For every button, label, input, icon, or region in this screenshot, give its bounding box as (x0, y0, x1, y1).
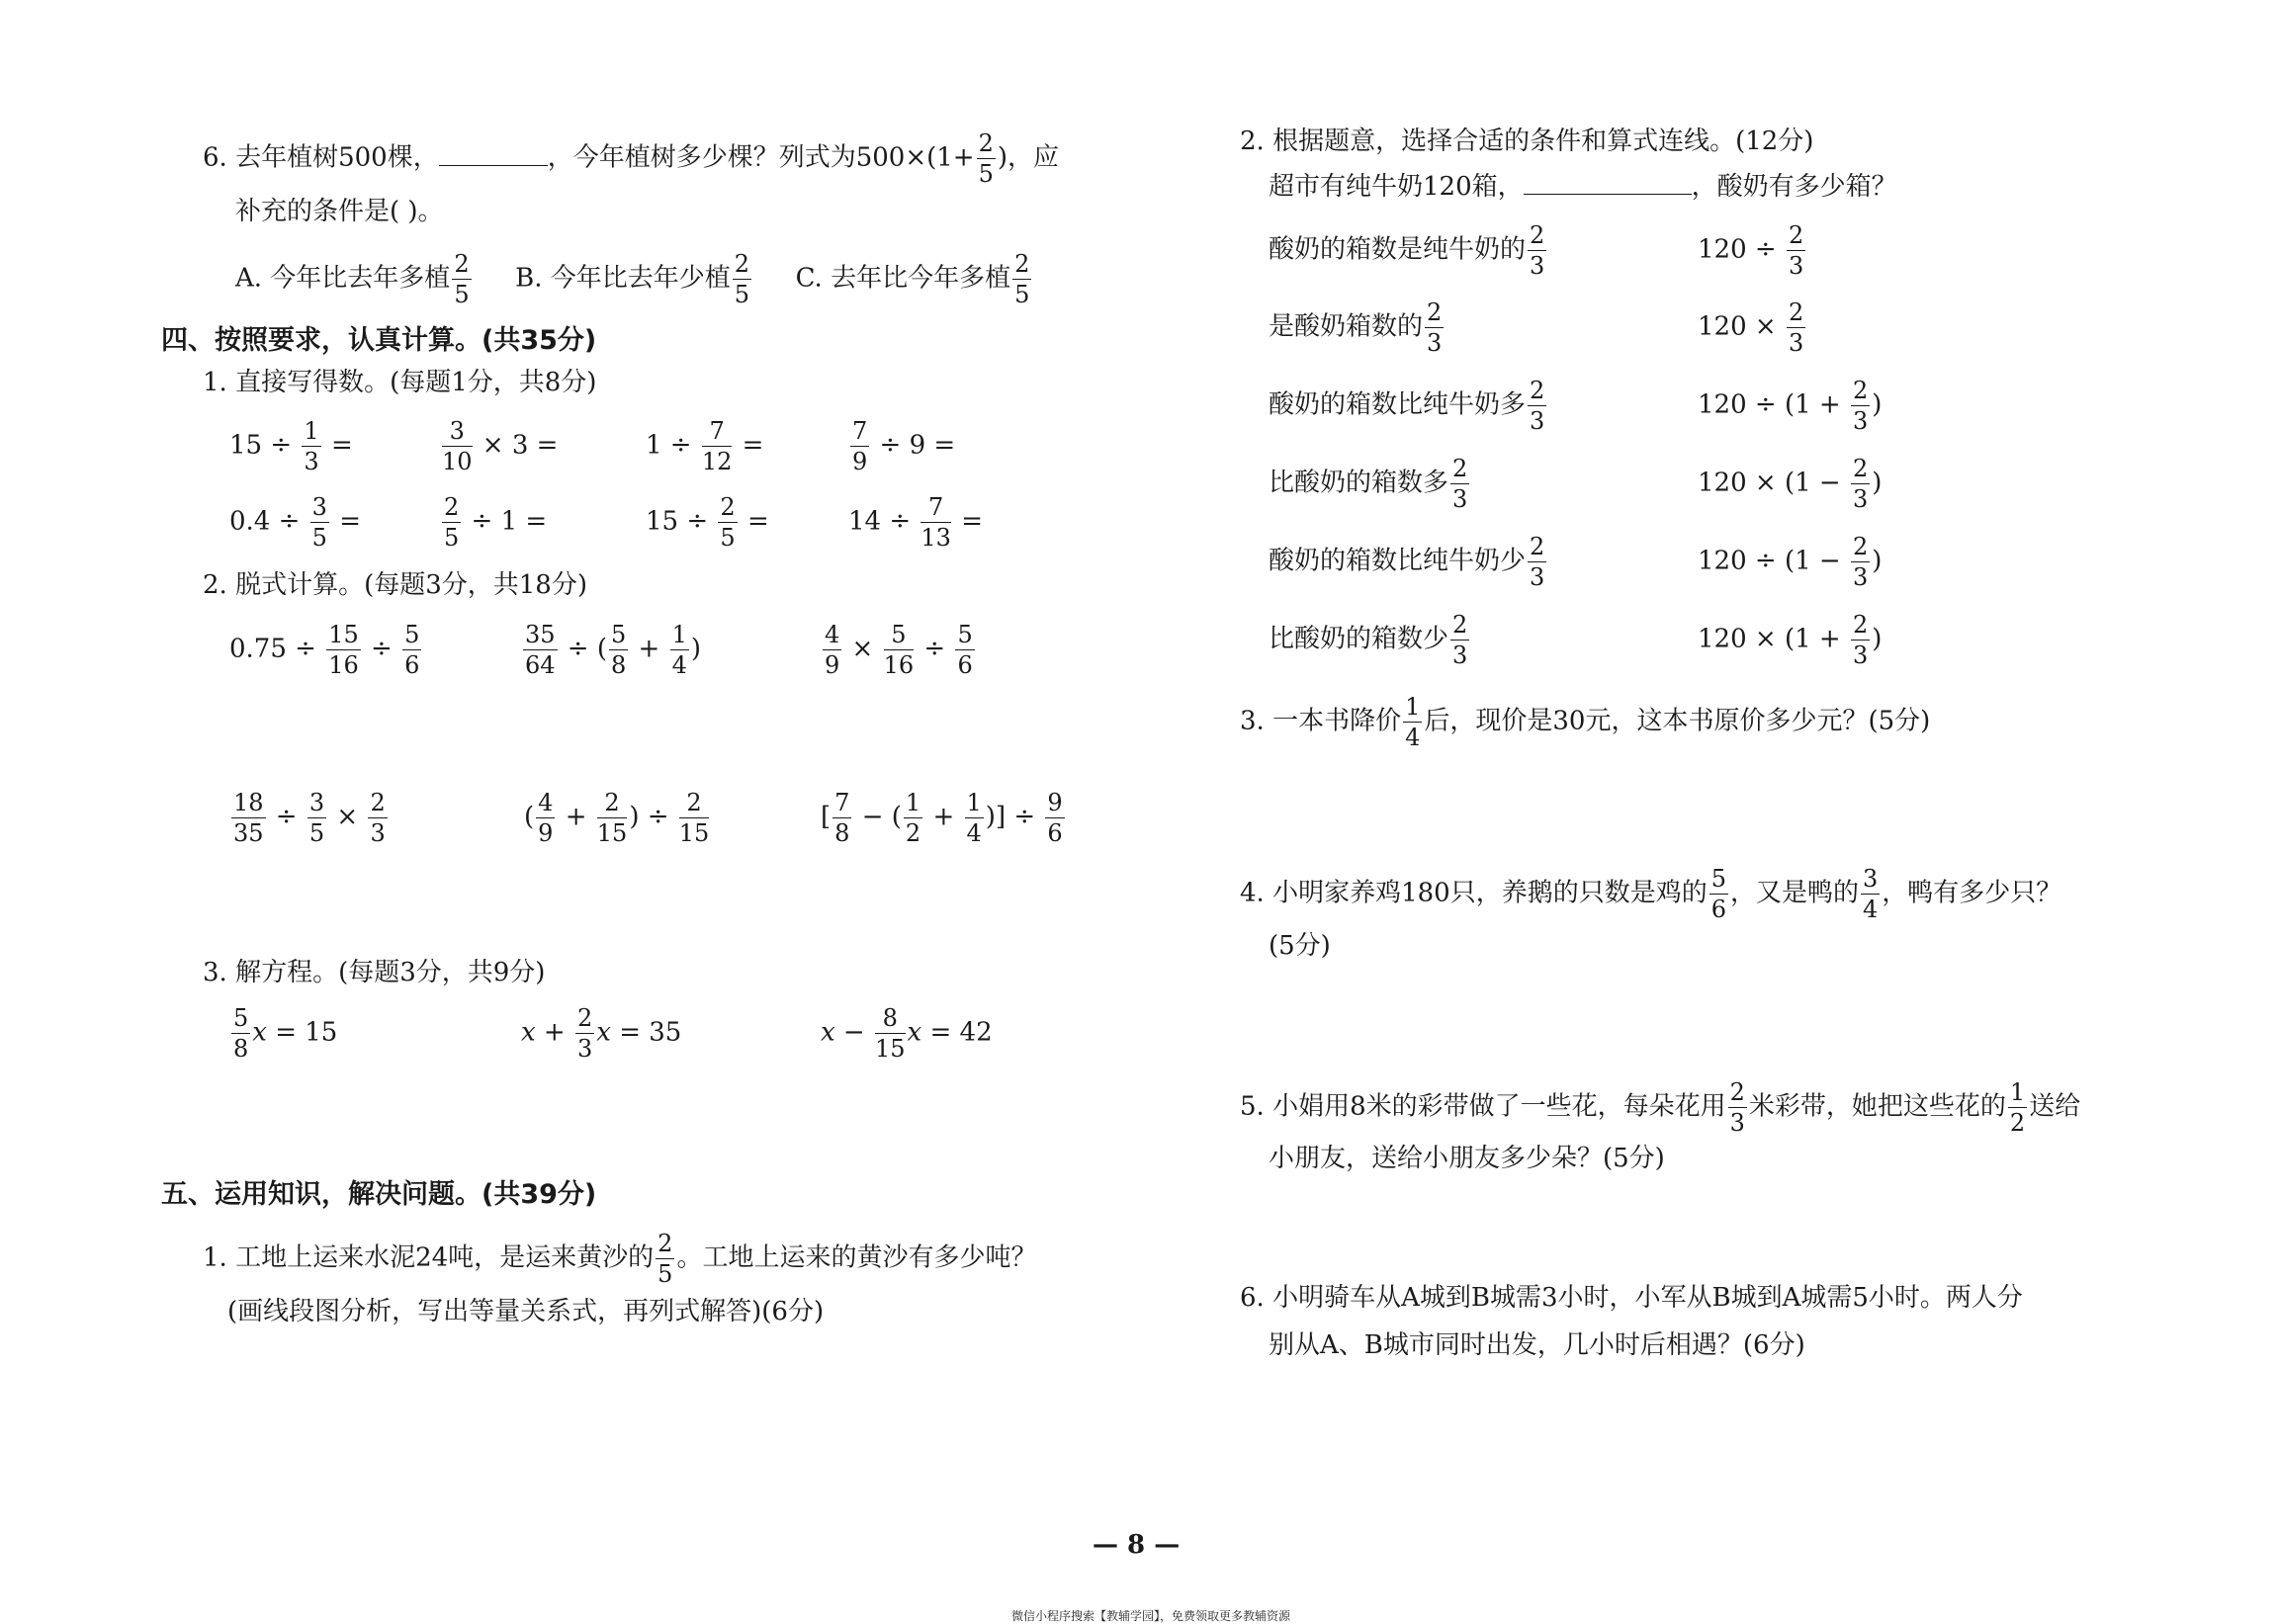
formula-item[interactable]: 120 ÷ $\frac{2}{3}$ (1698, 221, 1804, 280)
formula-item[interactable]: 120 ÷ (1 + $\frac{2}{3}$ ) (1698, 377, 1883, 435)
equation-item: x + $\frac{2}{3}$ x = 35 (521, 1004, 682, 1063)
formula-item[interactable]: 120 × $\frac{2}{3}$ (1698, 299, 1804, 357)
r-question-4-line1: 4. 小明家养鸡180只，养鹅的只数是鸡的 $\frac{5}{6}$ ，又是鸭的 $\frac{3}{4}$ ，鸭有多少只？ (1240, 865, 2062, 923)
r-q5-text-b: 米彩带，她把这些花的 (1748, 1091, 2006, 1122)
section-5-title: 五、运用知识，解决问题。(共39分) (161, 1179, 597, 1210)
sub-3-title: 3. 解方程。(每题3分，共9分) (203, 958, 546, 987)
s5-question-1-line1 (203, 1232, 1036, 1286)
r-question-2-stem (1269, 170, 1897, 204)
r-q4-text-c: ，鸭有多少只？ (1882, 878, 2062, 908)
question-6-line2 (235, 195, 444, 228)
question-6-line1 (203, 131, 1059, 186)
q6-answer-prompt: 补充的条件是( )。 (235, 197, 444, 226)
r-q4-text-b: ，又是鸭的 (1729, 878, 1859, 908)
formula-item[interactable]: 120 ÷ (1 − $\frac{2}{3}$ ) (1698, 533, 1883, 591)
option-b: B. 今年比去年少植 (515, 263, 731, 294)
s5-question-1-line2: (画线段图分析，写出等量关系式，再列式解答)(6分) (227, 1297, 825, 1326)
fraction-2-5: $\frac{2}{5}$ (734, 250, 750, 308)
formula-label: 120 × (1 + (1698, 624, 1841, 654)
condition-label: 比酸奶的箱数多 (1269, 468, 1449, 498)
fraction-2-5: $\frac{2}{5}$ (454, 250, 470, 308)
q6-text-c: )，应 (997, 142, 1060, 173)
r-q2-blank (1524, 193, 1692, 195)
page-number: — 8 — (1093, 1530, 1181, 1560)
r-question-2-title: 2. 根据题意，选择合适的条件和算式连线。(12分) (1240, 127, 1814, 156)
r-question-4-line2: (5分) (1269, 931, 1331, 961)
step-calc-item: $\frac{4}{9}$ × $\frac{5}{16}$ ÷ $\frac{5}{6}$ (825, 621, 973, 679)
r-q5-text-a: 5. 小娟用8米的彩带做了一些花，每朵花用 (1240, 1091, 1726, 1122)
r-question-5-line1: 5. 小娟用8米的彩带做了一些花，每朵花用 $\frac{2}{3}$ 米彩带，她把这些花的 $\frac{1}{2}$ 送给 (1240, 1078, 2081, 1137)
q6-text-b: ，今年植树多少棵？列式为500×(1+ (547, 142, 975, 173)
r-question-5-line2: 小朋友，送给小朋友多少朵？(5分) (1269, 1144, 1665, 1173)
sub-2-title: 2. 脱式计算。(每题3分，共18分) (203, 570, 587, 600)
calc-item: $\frac{2}{5}$ ÷ 1 = (444, 493, 548, 552)
question-6-options (235, 252, 1033, 306)
sub-1-title: 1. 直接写得数。(每题1分，共8分) (203, 368, 597, 397)
condition-label: 比酸奶的箱数少 (1269, 624, 1449, 654)
q6-blank (439, 164, 548, 166)
r-q4-text-a: 4. 小明家养鸡180只，养鹅的只数是鸡的 (1240, 878, 1708, 908)
condition-label: 酸奶的箱数比纯牛奶多 (1269, 389, 1527, 420)
condition-label: 是酸奶箱数的 (1269, 311, 1424, 342)
calc-item: 14 ÷ $\frac{7}{13}$ = (848, 493, 984, 552)
r-q2-stem-a: 超市有纯牛奶120箱， (1269, 172, 1524, 202)
calc-item: 15 ÷ $\frac{1}{3}$ = (229, 417, 353, 475)
condition-item[interactable]: 酸奶的箱数比纯牛奶多 $\frac{2}{3}$ (1269, 377, 1545, 435)
formula-label: 120 × (1 − (1698, 468, 1841, 498)
condition-item[interactable]: 酸奶的箱数是纯牛奶的 $\frac{2}{3}$ (1269, 221, 1545, 280)
r-question-3: 3. 一本书降价 $\frac{1}{4}$ 后，现价是30元，这本书原价多少元？(5分) (1240, 693, 1931, 751)
condition-item[interactable]: 是酸奶箱数的 $\frac{2}{3}$ (1269, 299, 1443, 357)
calc-item: 1 ÷ $\frac{7}{12}$ = (646, 417, 764, 475)
step-calc-item: $\frac{18}{35}$ ÷ $\frac{3}{5}$ × $\frac{2}{3}$ (233, 789, 386, 847)
formula-item[interactable]: 120 × (1 + $\frac{2}{3}$ ) (1698, 611, 1883, 669)
formula-label: 120 ÷ (1 + (1698, 389, 1841, 420)
condition-label: 酸奶的箱数是纯牛奶的 (1269, 234, 1527, 265)
calc-item: $\frac{3}{10}$ × 3 = (442, 417, 559, 475)
equation-item: x − $\frac{8}{15}$ x = 42 (821, 1004, 993, 1063)
fraction-2-5: $\frac{2}{5}$ (978, 129, 994, 188)
r-question-6-line1: 6. 小明骑车从A城到B城需3小时，小军从B城到A城需5小时。两人分 (1240, 1283, 2023, 1313)
r-q2-stem-b: ，酸奶有多少箱？ (1691, 172, 1897, 202)
r-question-6-line2: 别从A、B城市同时出发，几小时后相遇？(6分) (1269, 1330, 1805, 1360)
formula-label: 120 × (1698, 311, 1777, 342)
footer-note: 微信小程序搜索【教辅学园】，免费领取更多教辅资源 (1011, 1609, 1291, 1623)
fraction-2-5: $\frac{2}{5}$ (1014, 250, 1030, 308)
formula-label: 120 ÷ (1698, 234, 1777, 265)
condition-label: 酸奶的箱数比纯牛奶少 (1269, 546, 1527, 576)
step-calc-item: ( $\frac{4}{9}$ + $\frac{2}{15}$ ) ÷ $\frac{2}{15}$ (524, 789, 710, 847)
q6-text-a: 6. 去年植树500棵， (203, 142, 439, 173)
calc-item: 0.4 ÷ $\frac{3}{5}$ = (229, 493, 362, 552)
option-c: C. 去年比今年多植 (795, 263, 1011, 294)
condition-item[interactable]: 酸奶的箱数比纯牛奶少 $\frac{2}{3}$ (1269, 533, 1545, 591)
step-calc-item: 0.75 ÷ $\frac{15}{16}$ ÷ $\frac{5}{6}$ (229, 621, 420, 679)
condition-item[interactable]: 比酸奶的箱数少 $\frac{2}{3}$ (1269, 611, 1468, 669)
condition-item[interactable]: 比酸奶的箱数多 $\frac{2}{3}$ (1269, 455, 1468, 513)
equation-item: $\frac{5}{8}$ x = 15 (233, 1004, 338, 1063)
step-calc-item: $\frac{35}{64}$ ÷ ( $\frac{5}{8}$ + $\frac{1}{4}$ ) (525, 621, 702, 679)
r-q3-text-b: 后，现价是30元，这本书原价多少元？(5分) (1424, 706, 1931, 736)
calc-item: 15 ÷ $\frac{2}{5}$ = (646, 493, 769, 552)
r-q5-text-c: 送给 (2029, 1091, 2081, 1122)
section-4-title: 四、按照要求，认真计算。(共35分) (161, 325, 597, 356)
fraction-2-5: $\frac{2}{5}$ (657, 1230, 673, 1288)
s5-q1-text-a: 1. 工地上运来水泥24吨，是运来黄沙的 (203, 1242, 655, 1273)
formula-item[interactable]: 120 × (1 − $\frac{2}{3}$ ) (1698, 455, 1883, 513)
formula-label: 120 ÷ (1 − (1698, 546, 1841, 576)
calc-item: $\frac{7}{9}$ ÷ 9 = (852, 417, 956, 475)
s5-q1-text-b: 。工地上运来的黄沙有多少吨？ (676, 1242, 1037, 1273)
step-calc-item: [ $\frac{7}{8}$ − ( $\frac{1}{2}$ + $\frac{1}{4}$ )] ÷ $\frac{9}{6}$ (821, 789, 1063, 847)
r-q3-text-a: 3. 一本书降价 (1240, 706, 1402, 736)
option-a: A. 今年比去年多植 (235, 263, 451, 294)
